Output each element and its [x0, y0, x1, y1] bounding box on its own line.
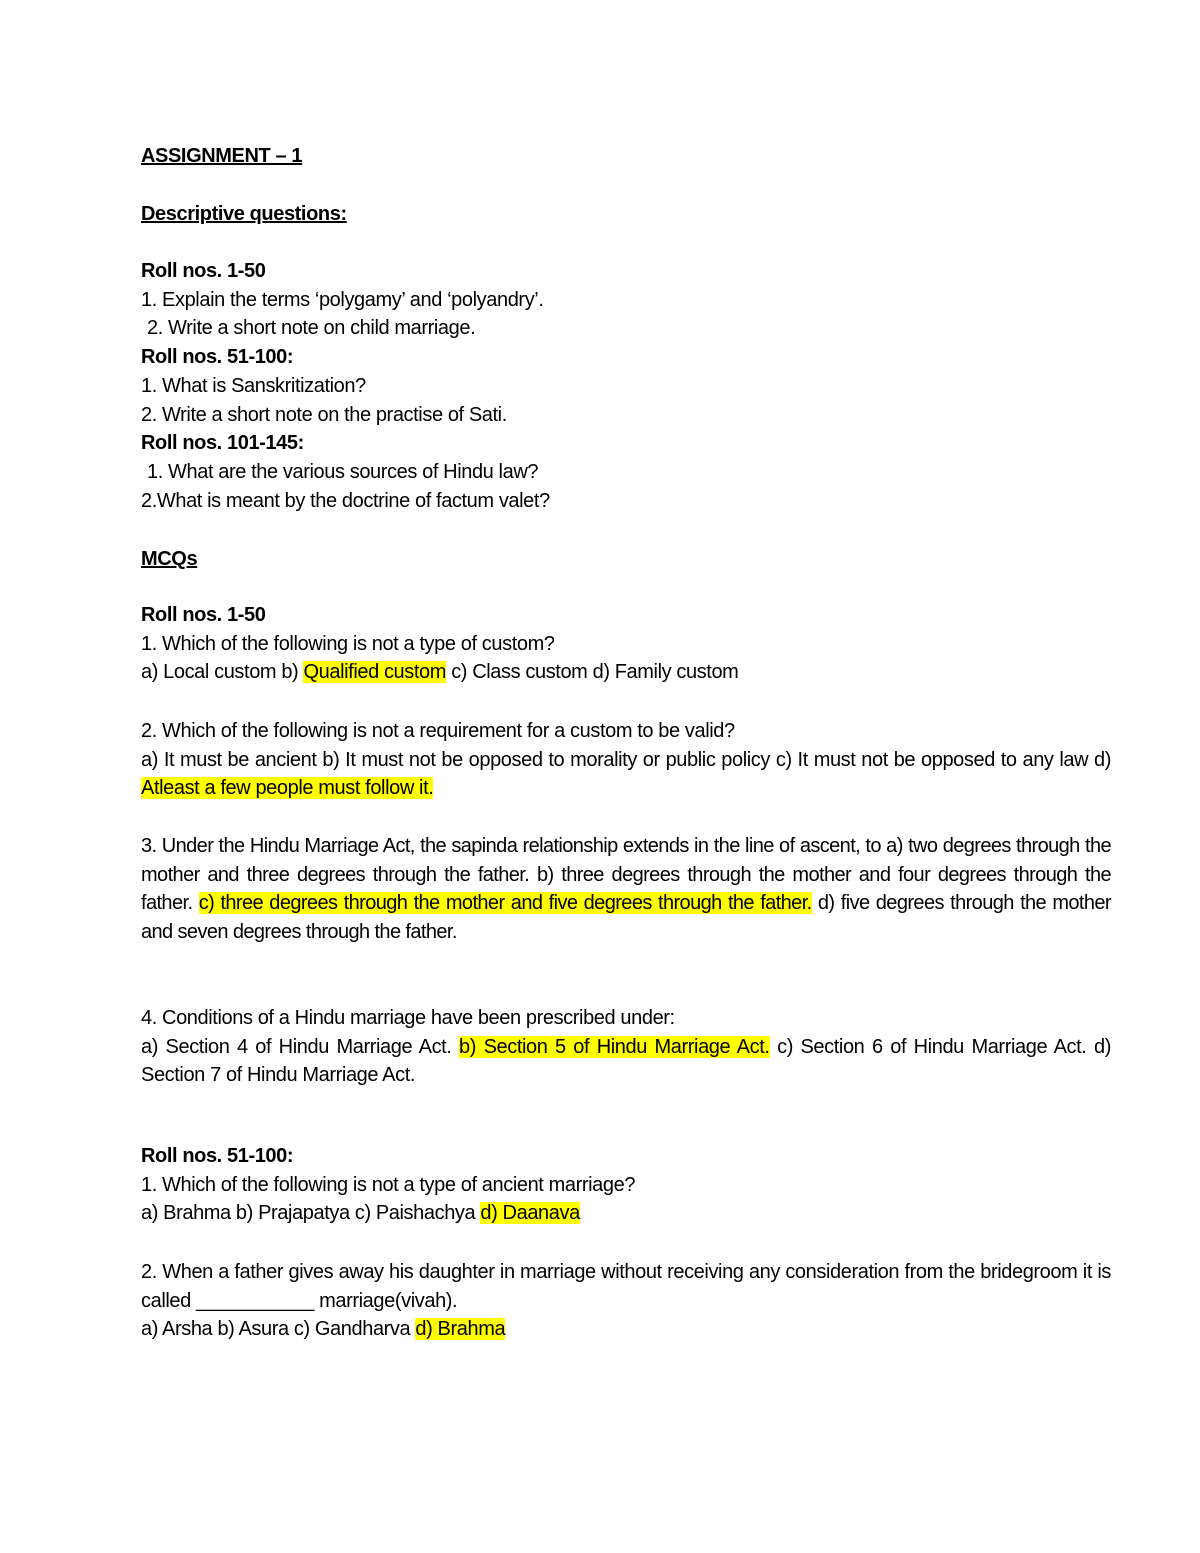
question: 1. What are the various sources of Hindu law? — [147, 460, 539, 483]
highlighted-answer: d) Brahma — [415, 1318, 506, 1341]
mcq-q4 — [141, 1004, 1111, 1090]
option-text: c) Section 6 of Hindu Marriage Act. d) Section 7 of Hindu Marriage Act. — [141, 1035, 1111, 1087]
highlighted-answer: b) Section 5 of Hindu Marriage Act. — [459, 1035, 770, 1058]
group-label: Roll nos. 101-145: — [141, 432, 304, 455]
highlighted-answer: c) three degrees through the mother and five degrees through the father. — [198, 892, 812, 915]
mcq-q2 — [141, 717, 1111, 803]
group-label: Roll nos. 51-100: — [141, 1145, 294, 1167]
group-label: Roll nos. 51-100: — [141, 346, 294, 369]
mcq-group-2-q2 — [141, 1258, 1111, 1344]
descriptive-heading: Descriptive questions: — [141, 203, 347, 225]
option-text: a) Arsha b) Asura c) Gandharva — [141, 1318, 416, 1341]
highlighted-answer: Qualified custom — [303, 661, 447, 684]
group-label: Roll nos. 1-50 — [141, 260, 266, 282]
highlighted-answer: Atleast a few people must follow it. — [141, 777, 434, 800]
question: 1. Explain the terms ‘polygamy’ and ‘polyandry’. — [141, 288, 544, 311]
question: 2. When a father gives away his daughter in marriage without receiving any consideration from the bridegroom it is called ___________ marriage(vivah). — [141, 1261, 1111, 1312]
question: 1. Which of the following is not a type of custom? — [141, 632, 555, 655]
descriptive-section — [141, 257, 1111, 515]
question-text: 3. Under the Hindu Marriage Act, the sapinda relationship extends in the line of ascent, to a) two degrees through the mother and three degrees through the father. b) three degrees through the mother and four degrees through the father. — [141, 835, 1111, 915]
question: 1. What is Sanskritization? — [141, 374, 366, 397]
question: 2.What is meant by the doctrine of factum valet? — [141, 489, 550, 512]
mcq-group-1 — [141, 601, 1111, 687]
option-text: a) Local custom b) — [141, 661, 304, 684]
options — [141, 1199, 1111, 1228]
question: 1. Which of the following is not a type of ancient marriage? — [141, 1173, 636, 1196]
question: 2. Which of the following is not a requirement for a custom to be valid? — [141, 720, 735, 742]
mcq-q3 — [141, 832, 1111, 947]
options — [141, 658, 1111, 687]
question: 4. Conditions of a Hindu marriage have been prescribed under: — [141, 1007, 675, 1029]
options — [141, 1315, 1111, 1344]
question: 2. Write a short note on the practise of Sati. — [141, 403, 507, 426]
option-text: a) Brahma b) Prajapatya c) Paishachya — [141, 1202, 481, 1225]
group-label: Roll nos. 1-50 — [141, 604, 266, 626]
options — [141, 1033, 1111, 1090]
option-text: a) Section 4 of Hindu Marriage Act. — [141, 1035, 460, 1058]
option-text: c) Class custom d) Family custom — [446, 661, 739, 684]
options — [141, 746, 1111, 803]
document-title: ASSIGNMENT – 1 — [141, 145, 303, 167]
option-text: d) five degrees through the mother and seven degrees through the father. — [141, 892, 1111, 944]
highlighted-answer: d) Daanava — [480, 1202, 580, 1225]
mcq-heading: MCQs — [141, 548, 198, 570]
option-text: a) It must be ancient b) It must not be opposed to morality or public policy c) It must not be opposed to any law d) — [141, 748, 1111, 771]
mcq-group-2 — [141, 1142, 1111, 1228]
question: 2. Write a short note on child marriage. — [147, 317, 476, 340]
